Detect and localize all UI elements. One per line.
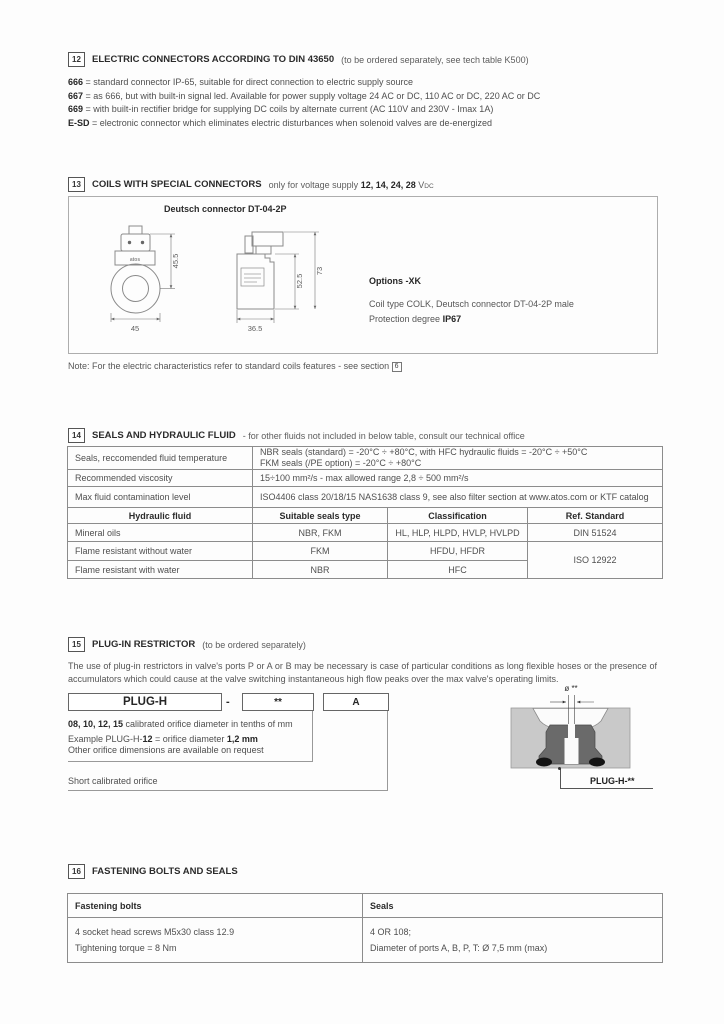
cell: NBR [253, 561, 388, 579]
variant-description: Short calibrated orifice [68, 776, 158, 786]
coil-front-view-drawing [99, 223, 211, 343]
column-header: Suitable seals type [253, 508, 388, 524]
coil-outer-circle [111, 264, 160, 313]
coil-side-view-drawing [231, 223, 353, 343]
section-15-subtitle: (to be ordered separately) [202, 639, 306, 650]
dim-front-height: 45.5 [171, 253, 180, 269]
cell: HFC [388, 561, 528, 579]
cell-line: FKM seals (/PE option) = -20°C ÷ +80°C [260, 458, 422, 468]
brand-mark: atos [129, 257, 141, 263]
list-item [68, 117, 540, 131]
options-block [369, 276, 639, 327]
column-header: Fastening bolts [68, 894, 363, 918]
model-code-size-zone [68, 710, 313, 762]
section-13-number: 13 [68, 177, 85, 192]
coil-inner-circle [123, 276, 149, 302]
section-15-title: PLUG-IN RESTRICTOR [92, 639, 196, 650]
list-item [68, 76, 540, 90]
cell-line: 4 OR 108; [370, 927, 412, 937]
connector-desc: = electronic connector which eliminates electric disturbances when solenoid valves are de-energized [92, 118, 492, 129]
section-15-header [68, 637, 306, 652]
section-14-subtitle: - for other fluids not included in below table, consult our technical office [242, 430, 525, 441]
section-ref-badge: 6 [392, 362, 402, 372]
fluid-properties-table [67, 446, 663, 508]
section-13-title: COILS WITH SPECIAL CONNECTORS [92, 179, 262, 190]
table-header-row [68, 508, 663, 524]
table-row [68, 524, 663, 542]
cell-merged: ISO 12922 [528, 542, 663, 579]
cell: Max fluid contamination level [68, 487, 253, 508]
connector-code: E-SD [68, 118, 90, 129]
connector-code: 667 [68, 90, 84, 101]
cell: Mineral oils [68, 524, 253, 542]
section-12-title: ELECTRIC CONNECTORS ACCORDING TO DIN 43650 [92, 54, 335, 65]
cell: HFDU, HFDR [388, 542, 528, 561]
cell: Seals, reccomended fluid temperature [68, 447, 253, 470]
plug-callout-label: PLUG-H-** [590, 776, 635, 786]
model-code-box-size: ** [242, 693, 314, 711]
column-header: Classification [388, 508, 528, 524]
options-line: Coil type COLK, Deutsch connector DT-04-2P male [369, 299, 574, 309]
connector-code: 669 [68, 104, 84, 115]
list-item [68, 90, 540, 104]
size-other-line: Other orifice dimensions are available on request [68, 745, 264, 755]
connector-desc: = as 666, but with built-in signal led. Available for power supply voltage 24 AC or DC, 110 AC or DC, 220 AC or DC [85, 90, 541, 101]
connector-body [121, 234, 150, 251]
section-13-subtitle: only for voltage supply 12, 14, 24, 28 VDC [268, 179, 434, 190]
connector-pin [141, 241, 144, 244]
section-14-title: SEALS AND HYDRAULIC FLUID [92, 430, 236, 441]
figure-title: Deutsch connector DT-04-2P [164, 204, 287, 214]
section-12-number: 12 [68, 52, 85, 67]
table-header-row [68, 894, 663, 918]
section-12-header [68, 52, 529, 67]
model-code-box-model: PLUG-H [68, 693, 222, 711]
connector-options-list [68, 76, 540, 131]
cell: Recommended viscosity [68, 470, 253, 487]
connector-tab [129, 226, 142, 234]
fluid-compatibility-table [67, 507, 663, 579]
connector-code: 666 [68, 77, 84, 87]
table-row [68, 918, 663, 963]
restrictor-paragraph: The use of plug-in restrictors in valve's ports P or A or B may be necessary is case of particular conditions as long flexible hoses or the presence of accumulators which could cause at the valve switching instantaneous high flow peaks over the max valve's operating limits. [68, 661, 657, 684]
size-example-line: Example PLUG-H-12 = orifice diameter 1,2 mm [68, 734, 258, 744]
o-ring [536, 758, 552, 767]
cell: ISO4406 class 20/18/15 NAS1638 class 9, see also filter section at www.atos.com or KTF catalog [253, 487, 663, 508]
dim-side-width: 36.5 [247, 324, 263, 333]
column-header: Ref. Standard [528, 508, 663, 524]
section-14-number: 14 [68, 428, 85, 443]
options-title: Options -XK [369, 276, 421, 286]
cell [363, 918, 663, 963]
plug-orifice-slot [568, 720, 575, 740]
side-connector-neck [256, 246, 271, 254]
side-connector-block [252, 232, 283, 246]
cell: NBR, FKM [253, 524, 388, 542]
section-12-subtitle: (to be ordered separately, see tech table K500) [341, 54, 529, 65]
orifice-diameter-label: ø ** [564, 684, 578, 693]
column-header: Seals [363, 894, 663, 918]
connector-desc: = standard connector IP-65, suitable for direct connection to electric supply source [85, 77, 413, 87]
section-15-number: 15 [68, 637, 85, 652]
section-14-header [68, 428, 525, 443]
cell-line: Tightening torque = 8 Nm [75, 943, 177, 953]
connector-desc: = with built-in rectifier bridge for supplying DC coils by alternate current (AC 110V and 230V - Imax 1A) [85, 104, 494, 115]
plug-leader-dot [558, 767, 561, 770]
table-row [68, 542, 663, 561]
cell: FKM [253, 542, 388, 561]
cell: HL, HLP, HLPD, HVLP, HVLPD [388, 524, 528, 542]
cell: Flame resistant without water [68, 542, 253, 561]
cell [68, 918, 363, 963]
table-row [68, 487, 663, 508]
plug-channel [565, 738, 579, 764]
cell: DIN 51524 [528, 524, 663, 542]
fastening-table [67, 893, 663, 963]
o-ring [589, 758, 605, 767]
cell-line: 4 socket head screws M5x30 class 12.9 [75, 927, 235, 937]
cell [253, 447, 663, 470]
coil-note: Note: For the electric characteristics refer to standard coils features - see section 6 [68, 361, 402, 372]
protection-line: Protection degree IP67 [369, 314, 462, 324]
model-code-dash: - [226, 696, 230, 708]
column-header: Hydraulic fluid [68, 508, 253, 524]
dim-front-width: 45 [130, 324, 140, 333]
section-16-title: FASTENING BOLTS AND SEALS [92, 866, 238, 877]
size-codes-line: 08, 10, 12, 15 calibrated orifice diameter in tenths of mm [68, 719, 293, 729]
cell-line: Diameter of ports A, B, P, T: Ø 7,5 mm (max) [370, 943, 548, 953]
table-row [68, 470, 663, 487]
cell-line: NBR seals (standard) = -20°C ÷ +80°C, with HFC hydraulic fluids = -20°C ÷ +50°C [260, 447, 588, 457]
coil-figure-box [68, 196, 658, 354]
cell: 15÷100 mm²/s - max allowed range 2,8 ÷ 500 mm²/s [253, 470, 663, 487]
section-16-number: 16 [68, 864, 85, 879]
section-13-header [68, 177, 434, 192]
table-row [68, 447, 663, 470]
dim-side-inner-height: 52.5 [295, 273, 304, 289]
cell: Flame resistant with water [68, 561, 253, 579]
coil-label-plate [241, 268, 264, 286]
connector-pin [128, 241, 131, 244]
list-item [68, 103, 540, 117]
section-16-header [68, 864, 238, 879]
dim-side-outer-height: 73 [315, 266, 324, 276]
model-code-box-variant: A [323, 693, 389, 711]
